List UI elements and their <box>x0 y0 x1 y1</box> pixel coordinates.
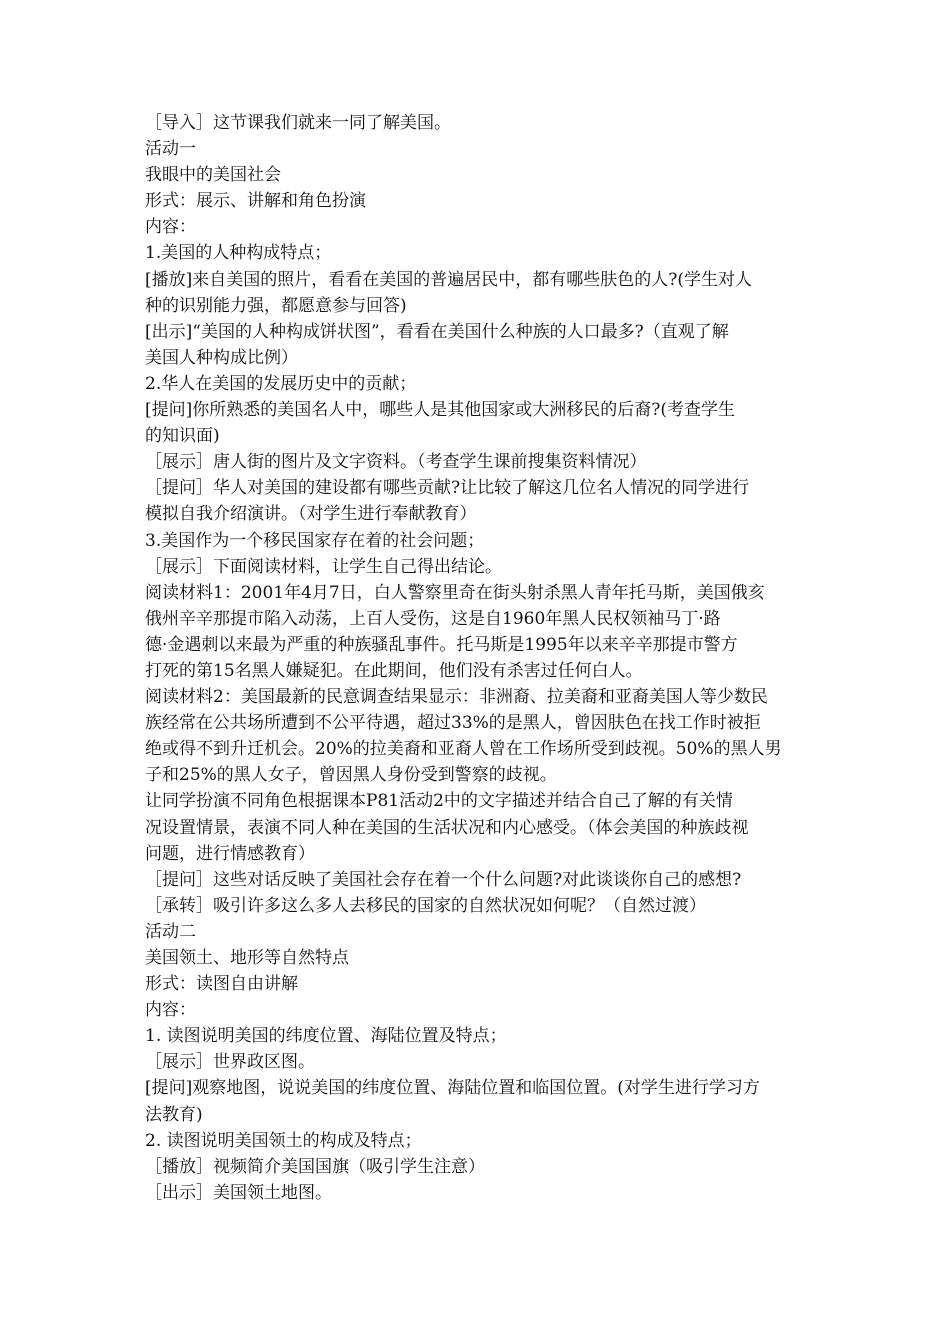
text-line: 让同学扮演不同角色根据课本P81活动2中的文字描述并结合自己了解的有关情 <box>145 791 733 812</box>
text-line: ［提问］华人对美国的建设都有哪些贡献?让比较了解这几位名人情况的同学进行 <box>145 478 750 499</box>
text-line: 模拟自我介绍演讲。（对学生进行奉献教育） <box>145 504 477 525</box>
text-line: 俄州辛辛那提市陷入动荡，上百人受伤，这是自1960年黑人民权领袖马丁·路 <box>145 608 721 629</box>
text-line-intro: ［导入］这节课我们就来一同了解美国。 <box>145 113 451 133</box>
text-line: 1. 读图说明美国的纬度位置、海陆位置及特点； <box>145 1026 507 1047</box>
activity-one-content-label: 内容： <box>145 217 196 238</box>
text-line: ［出示］美国领土地图。 <box>145 1182 332 1203</box>
reading-material-2: 阅读材料2：美国最新的民意调查结果显示：非洲裔、拉美裔和亚裔美国人等少数民 <box>145 687 768 708</box>
text-line: ［展示］世界政区图。 <box>145 1052 315 1073</box>
text-line: 2. 读图说明美国领土的构成及特点； <box>145 1130 422 1151</box>
heading-activity-two: 活动二 <box>145 921 196 942</box>
document-body <box>145 110 830 1206</box>
activity-two-format: 形式：读图自由讲解 <box>145 974 298 995</box>
heading-activity-one: 活动一 <box>145 139 196 160</box>
text-line: [播放]来自美国的照片，看看在美国的普遍居民中，都有哪些肤色的人?(学生对人 <box>145 269 753 290</box>
text-line: [出示]“美国的人种构成饼状图”，看看在美国什么种族的人口最多?（直观了解 <box>145 321 729 342</box>
text-line: 3.美国作为一个移民国家存在着的社会问题； <box>145 530 485 551</box>
text-line: [提问]观察地图，说说美国的纬度位置、海陆位置和临国位置。(对学生进行学习方 <box>145 1078 760 1099</box>
text-line: 德·金遇刺以来最为严重的种族骚乱事件。托马斯是1995年以来辛辛那提市警方 <box>145 634 738 655</box>
text-line: ［承转］吸引许多这么多人去移民的国家的自然状况如何呢？（自然过渡） <box>145 895 706 916</box>
text-line: 的知识面) <box>145 426 220 447</box>
text-line: ［播放］视频简介美国国旗（吸引学生注意） <box>145 1156 485 1177</box>
activity-two-title: 美国领土、地形等自然特点 <box>145 948 349 968</box>
text-line: 2.华人在美国的发展历史中的贡献； <box>145 373 417 394</box>
text-line: 绝或得不到升迁机会。20%的拉美裔和亚裔人曾在工作场所受到歧视。50%的黑人男 <box>145 739 782 760</box>
text-line: 种的识别能力强，都愿意参与回答) <box>145 295 407 316</box>
text-line: 美国人种构成比例） <box>145 347 298 368</box>
activity-two-content-label: 内容： <box>145 1000 196 1021</box>
text-line: ［提问］这些对话反映了美国社会存在着一个什么问题?对此谈谈你自己的感想? <box>145 869 742 890</box>
text-line: 族经常在公共场所遭到不公平待遇，超过33%的是黑人，曾因肤色在找工作时被拒 <box>145 713 761 734</box>
text-line: ［展示］下面阅读材料，让学生自己得出结论。 <box>145 556 502 577</box>
activity-one-title: 我眼中的美国社会 <box>145 165 281 186</box>
text-line: 况设置情景，表演不同人种在美国的生活状况和内心感受。（体会美国的种族歧视 <box>145 817 749 838</box>
text-line: 子和25%的黑人女子，曾因黑人身份受到警察的歧视。 <box>145 765 557 786</box>
activity-one-format: 形式：展示、讲解和角色扮演 <box>145 191 366 212</box>
text-line: 1.美国的人种构成特点； <box>145 243 332 264</box>
text-line: 打死的第15名黑人嫌疑犯。在此期间，他们没有杀害过任何白人。 <box>145 660 643 681</box>
text-line: 问题，进行情感教育） <box>145 843 315 864</box>
text-line: ［展示］唐人街的图片及文字资料。（考查学生课前搜集资料情况） <box>145 452 647 473</box>
text-line: [提问]你所熟悉的美国名人中，哪些人是其他国家或大洲移民的后裔?(考查学生 <box>145 400 736 421</box>
reading-material-1: 阅读材料1：2001年4月7日，白人警察里奇在街头射杀黑人青年托马斯，美国俄亥 <box>145 582 765 603</box>
text-line: 法教育) <box>145 1104 203 1125</box>
